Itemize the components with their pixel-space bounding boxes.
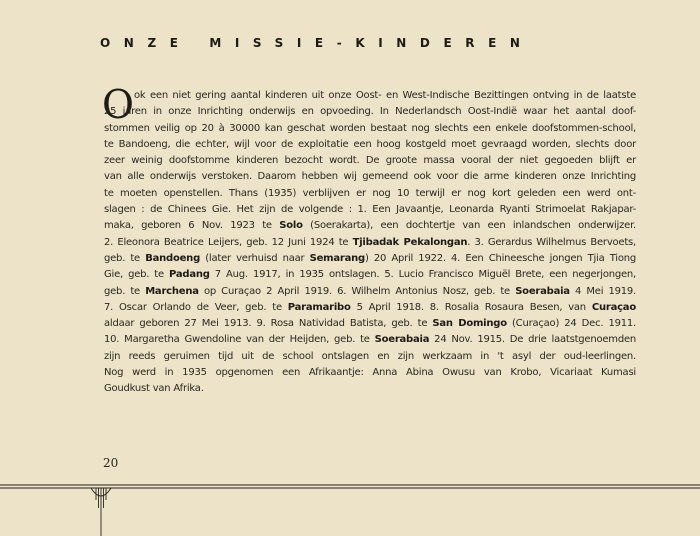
place-name: Solo (279, 220, 303, 232)
text-line (104, 169, 636, 185)
text-line (104, 300, 636, 316)
body-paragraph (102, 83, 637, 398)
text-run: 5 April 1918. 8. Rosalia Rosaura Besen, van (350, 301, 592, 313)
text-run: 4 Mei 1919. (569, 285, 637, 297)
drop-cap: O (102, 83, 134, 128)
text-line (104, 137, 636, 153)
text-line (104, 284, 636, 300)
text-line (104, 251, 636, 267)
text-run: te moeten openstellen. Thans (1935) verblijven er nog 10 terwijl er nog kort geleden een werd ont- (104, 187, 636, 199)
text-line (104, 218, 636, 234)
text-line (104, 235, 636, 251)
page-number: 20 (103, 456, 119, 470)
text-line (104, 202, 636, 218)
text-line (104, 153, 636, 169)
text-run: Goudkust van Afrika. (104, 383, 204, 395)
page-heading: ONZE MISSIE-KINDEREN (100, 36, 534, 50)
text-line (104, 88, 636, 104)
text-run: op Curaçao 2 April 1919. 6. Wilhelm Antonius Nosz, geb. te (198, 285, 516, 297)
text-run: stommen veilig op 20 à 30000 kan geschat worden bestaat nog slechts een enkele doofstommen-school, (104, 122, 636, 134)
place-name: Curaçao (591, 301, 636, 313)
text-run: te Bandoeng, die echter, wijl voor de exploitatie een hoog kostgeld moet gevraagd worden, slechts door (104, 138, 636, 150)
place-name: Bandoeng (145, 252, 201, 264)
text-run: (later verhuisd naar (200, 252, 310, 264)
text-line (104, 349, 636, 365)
place-name: Tjibadak Pekalongan (352, 236, 468, 248)
text-line (104, 365, 636, 381)
place-name: San Domingo (432, 318, 507, 330)
place-name: Soerabaia (374, 334, 430, 346)
text-run: (Soerakarta), een dochtertje van een inlandschen onderwijzer. (302, 220, 637, 232)
text-line (104, 104, 636, 120)
text-run: geb. te (104, 285, 146, 297)
text-run: 2. Eleonora Beatrice Leijers, geb. 12 Juni 1924 te (104, 236, 353, 248)
text-run: 24 Nov. 1915. De drie laatstgenoemden (429, 334, 636, 346)
place-name: Marchena (145, 285, 199, 297)
text-run: ) 20 April 1922. 4. Een Chineesche jongen Tjia Tiong (364, 252, 636, 264)
place-name: Soerabaia (515, 285, 570, 297)
text-run: 25 jaren in onze Inrichting onderwijs en opvoeding. In Nederlandsch Oost-Indië waar het aantal doof- (104, 106, 636, 118)
text-run: aldaar geboren 27 Mei 1913. 9. Rosa Natividad Batista, geb. te (104, 318, 433, 330)
ornamental-rule (0, 476, 700, 536)
text-line (104, 332, 636, 348)
text-run: Nog werd in 1935 opgenomen een Afrikaantje: Anna Abina Owusu van Krobo, Vicariaat Kumasi (104, 367, 636, 379)
text-line (104, 381, 636, 397)
text-run: slagen : de Chinees Gie. Het zijn de volgende : 1. Een Javaantje, Leonarda Ryanti Strimoelat Rakjapar- (104, 204, 636, 216)
text-run: . 3. Gerardus Wilhelmus Bervoets, (467, 236, 636, 248)
text-line (104, 316, 636, 332)
text-run: zeer weinig doofstomme kinderen bezocht wordt. De groote massa vooral der niet gegoeden blijft er (104, 155, 636, 167)
place-name: Semarang (309, 252, 365, 264)
text-run: maka, geboren 6 Nov. 1923 te (104, 220, 280, 232)
text-run: 7. Oscar Orlando de Veer, geb. te (104, 301, 288, 313)
text-line (104, 121, 636, 137)
text-run: 7 Aug. 1917, in 1935 ontslagen. 5. Lucio Francisco Miguël Brete, een negerjongen, (209, 269, 636, 281)
text-run: (Curaçao) 24 Dec. 1911. (506, 318, 636, 330)
text-line (104, 186, 636, 202)
text-run: Gie, geb. te (104, 269, 170, 281)
text-run: zijn reeds geruimen tijd uit de school ontslagen en zijn werkzaam in 't asyl der oud-leerlingen. (104, 350, 636, 362)
place-name: Paramaribo (287, 301, 351, 313)
text-run: geb. te (104, 252, 146, 264)
text-run: van alle onderwijs verstoken. Daarom hebben wij gemeend ook voor die arme kinderen onze Inrichting (104, 171, 636, 183)
text-line (104, 267, 636, 283)
place-name: Padang (169, 269, 210, 281)
text-run: ok een niet gering aantal kinderen uit onze Oost- en West-Indische Bezittingen ontving in de laatste (134, 90, 636, 101)
text-run: 10. Margaretha Gwendoline van der Heijden, geb. te (104, 334, 375, 346)
